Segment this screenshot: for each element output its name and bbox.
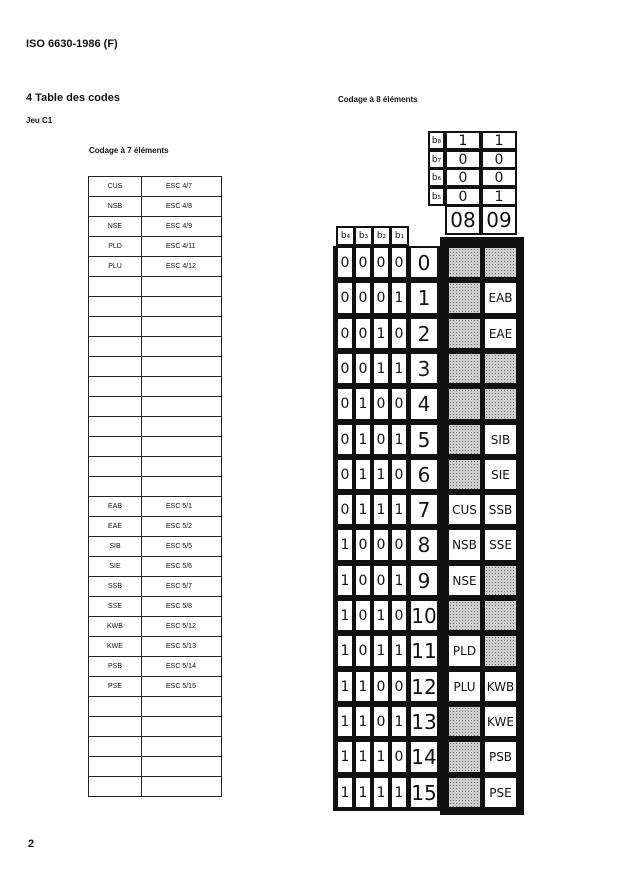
table7-title: Codage à 7 éléments [89, 146, 169, 155]
row-bit-value: 0 [336, 317, 354, 350]
column-header-08: 08 [445, 205, 481, 235]
row-bit-value: 1 [390, 423, 408, 456]
row-bit-value: 0 [354, 352, 372, 385]
control-code-cell: KWE [483, 705, 518, 738]
row-bit-value: 0 [390, 670, 408, 703]
table-row [89, 517, 222, 537]
row-bit-value: 1 [336, 564, 354, 597]
cell-code: ESC 5/7 [142, 577, 222, 597]
row-bit-value: 0 [336, 387, 354, 421]
cell-code: ESC 5/5 [142, 537, 222, 557]
row-bit-value: 0 [354, 634, 372, 668]
unassigned-cell [447, 776, 482, 809]
cell-code: ESC 5/8 [142, 597, 222, 617]
cell-name [89, 697, 142, 717]
cell-name: CUS [89, 177, 142, 197]
table-row-empty [89, 277, 222, 297]
table-row-empty [89, 357, 222, 377]
control-code-cell: NSE [447, 564, 482, 597]
row-bit-value: 1 [372, 493, 390, 526]
cell-name [89, 417, 142, 437]
cell-name: NSB [89, 197, 142, 217]
cell-name: KWB [89, 617, 142, 637]
cell-code: ESC 4/7 [142, 177, 222, 197]
table-row [89, 197, 222, 217]
cell-name: SIB [89, 537, 142, 557]
document-id: ISO 6630-1986 (F) [26, 38, 118, 50]
col-bit-value: 1 [481, 187, 517, 206]
cell-code: ESC 5/13 [142, 637, 222, 657]
row-bit-value: 1 [372, 634, 390, 668]
cell-name: NSE [89, 217, 142, 237]
unassigned-cell [447, 387, 482, 421]
table-row [89, 177, 222, 197]
control-code-cell: PLD [447, 634, 482, 668]
table-row-empty [89, 317, 222, 337]
row-bit-value: 1 [336, 670, 354, 703]
table8-title: Codage à 8 éléments [338, 95, 418, 104]
col-bit-value: 0 [481, 168, 517, 187]
cell-name [89, 357, 142, 377]
code-table-7bit [88, 176, 222, 797]
row-bit-value: 1 [372, 317, 390, 350]
cell-code: ESC 4/12 [142, 257, 222, 277]
row-bit-value: 0 [390, 246, 408, 279]
row-bit-value: 1 [372, 352, 390, 385]
row-bit-value: 0 [336, 246, 354, 279]
row-bit-value: 0 [390, 317, 408, 350]
cell-name [89, 777, 142, 797]
cell-code: ESC 4/9 [142, 217, 222, 237]
row-number: 7 [409, 493, 439, 526]
column-header-09: 09 [481, 205, 517, 235]
row-bit-value: 1 [354, 740, 372, 774]
row-bit-value: 0 [390, 599, 408, 632]
control-code-cell: SSB [483, 493, 518, 526]
row-bit-value: 0 [336, 423, 354, 456]
col-bit-value: 1 [445, 131, 481, 150]
row-number: 5 [409, 423, 439, 456]
table-row [89, 617, 222, 637]
row-number: 14 [409, 740, 439, 774]
row-bit-value: 0 [354, 246, 372, 279]
row-bit-value: 0 [372, 528, 390, 562]
unassigned-cell [447, 423, 482, 456]
row-bit-value: 1 [390, 776, 408, 809]
cell-code [142, 717, 222, 737]
control-code-cell: PSE [483, 776, 518, 809]
page-number: 2 [28, 838, 35, 850]
control-code-cell: EAE [483, 317, 518, 350]
cell-code [142, 337, 222, 357]
unassigned-cell [447, 705, 482, 738]
table-row-empty [89, 717, 222, 737]
cell-code: ESC 5/15 [142, 677, 222, 697]
control-code-cell: SIB [483, 423, 518, 456]
row-bit-value: 1 [390, 281, 408, 315]
cell-name: PSB [89, 657, 142, 677]
bit-label-row: b₂ [372, 226, 391, 246]
row-number: 4 [409, 387, 439, 421]
row-number: 10 [409, 599, 439, 632]
cell-code [142, 417, 222, 437]
table-row [89, 257, 222, 277]
cell-name: SSB [89, 577, 142, 597]
row-bit-value: 1 [390, 352, 408, 385]
table-row-empty [89, 377, 222, 397]
row-bit-value: 1 [336, 740, 354, 774]
bit-label-col: b₇ [428, 150, 445, 169]
unassigned-cell [483, 599, 518, 632]
table-row [89, 557, 222, 577]
cell-name [89, 317, 142, 337]
row-number: 1 [409, 281, 439, 315]
cell-code [142, 457, 222, 477]
row-bit-value: 1 [372, 776, 390, 809]
table-row-empty [89, 777, 222, 797]
cell-name: SSE [89, 597, 142, 617]
unassigned-cell [447, 246, 482, 279]
cell-name [89, 437, 142, 457]
cell-name [89, 377, 142, 397]
table-row-empty [89, 737, 222, 757]
row-bit-value: 1 [336, 634, 354, 668]
row-bit-value: 0 [372, 670, 390, 703]
row-number: 3 [409, 352, 439, 385]
cell-code [142, 477, 222, 497]
control-code-cell: PLU [447, 670, 482, 703]
table-row [89, 497, 222, 517]
row-bit-value: 1 [354, 670, 372, 703]
row-bit-value: 1 [372, 740, 390, 774]
cell-code [142, 697, 222, 717]
cell-name: PLD [89, 237, 142, 257]
cell-name [89, 757, 142, 777]
row-bit-value: 1 [354, 776, 372, 809]
bit-label-row: b₄ [336, 226, 355, 246]
cell-code [142, 317, 222, 337]
bit-label-col: b₅ [428, 187, 445, 206]
bit-label-row: b₃ [354, 226, 373, 246]
table-row-empty [89, 457, 222, 477]
table-row [89, 597, 222, 617]
unassigned-cell [447, 740, 482, 774]
row-bit-value: 1 [372, 599, 390, 632]
row-bit-value: 1 [336, 776, 354, 809]
control-code-cell: PSB [483, 740, 518, 774]
col-bit-value: 1 [481, 131, 517, 150]
unassigned-cell [447, 281, 482, 315]
bit-label-col: b₆ [428, 168, 445, 187]
table-row-empty [89, 437, 222, 457]
unassigned-cell [483, 634, 518, 668]
col-bit-value: 0 [445, 150, 481, 169]
unassigned-cell [447, 352, 482, 385]
unassigned-cell [483, 564, 518, 597]
unassigned-cell [483, 352, 518, 385]
cell-name [89, 337, 142, 357]
table-row [89, 677, 222, 697]
row-number: 15 [409, 776, 439, 809]
table-row [89, 217, 222, 237]
control-code-cell: SIE [483, 458, 518, 491]
row-bit-value: 0 [354, 528, 372, 562]
row-bit-value: 1 [354, 458, 372, 491]
control-code-cell: SSE [483, 528, 518, 562]
cell-name: KWE [89, 637, 142, 657]
bit-label-row: b₁ [390, 226, 409, 246]
unassigned-cell [447, 599, 482, 632]
cell-name [89, 477, 142, 497]
row-bit-value: 0 [390, 740, 408, 774]
row-bit-value: 1 [354, 423, 372, 456]
row-bit-value: 0 [336, 281, 354, 315]
row-bit-value: 1 [372, 458, 390, 491]
cell-code: ESC 5/6 [142, 557, 222, 577]
row-bit-value: 1 [390, 705, 408, 738]
cell-code: ESC 4/11 [142, 237, 222, 257]
row-bit-value: 0 [354, 564, 372, 597]
cell-name [89, 457, 142, 477]
cell-code [142, 777, 222, 797]
row-bit-value: 1 [354, 705, 372, 738]
cell-code: ESC 5/2 [142, 517, 222, 537]
table-row-empty [89, 397, 222, 417]
row-number: 13 [409, 705, 439, 738]
cell-name: EAB [89, 497, 142, 517]
col-bit-value: 0 [481, 150, 517, 169]
cell-name [89, 297, 142, 317]
cell-name [89, 717, 142, 737]
col-bit-value: 0 [445, 168, 481, 187]
row-bit-value: 0 [336, 458, 354, 491]
row-bit-value: 0 [390, 528, 408, 562]
cell-name [89, 397, 142, 417]
row-bit-value: 0 [372, 705, 390, 738]
bit-label-col: b₈ [428, 131, 445, 150]
cell-code: ESC 4/8 [142, 197, 222, 217]
table-row-empty [89, 337, 222, 357]
control-code-cell: EAB [483, 281, 518, 315]
table-row-empty [89, 417, 222, 437]
table-row-empty [89, 697, 222, 717]
row-bit-value: 0 [372, 281, 390, 315]
row-number: 11 [409, 634, 439, 668]
cell-code [142, 297, 222, 317]
unassigned-cell [483, 387, 518, 421]
cell-code [142, 757, 222, 777]
row-bit-value: 1 [390, 493, 408, 526]
cell-code [142, 277, 222, 297]
table-row-empty [89, 477, 222, 497]
row-number: 9 [409, 564, 439, 597]
cell-code [142, 737, 222, 757]
cell-code [142, 397, 222, 417]
row-number: 8 [409, 528, 439, 562]
row-number: 6 [409, 458, 439, 491]
cell-name: SIE [89, 557, 142, 577]
row-bit-value: 0 [372, 246, 390, 279]
table-row [89, 577, 222, 597]
row-bit-value: 1 [336, 528, 354, 562]
row-bit-value: 0 [354, 599, 372, 632]
unassigned-cell [483, 246, 518, 279]
cell-name: PLU [89, 257, 142, 277]
table-row-empty [89, 757, 222, 777]
row-bit-value: 0 [390, 458, 408, 491]
cell-name: PSE [89, 677, 142, 697]
section-title: 4 Table des codes [26, 92, 120, 104]
row-bit-value: 0 [372, 423, 390, 456]
control-code-cell: KWB [483, 670, 518, 703]
row-bit-value: 0 [336, 493, 354, 526]
unassigned-cell [447, 317, 482, 350]
row-bit-value: 1 [354, 493, 372, 526]
cell-code [142, 377, 222, 397]
table-row-empty [89, 297, 222, 317]
cell-name [89, 277, 142, 297]
table-row [89, 637, 222, 657]
row-bit-value: 1 [336, 599, 354, 632]
row-bit-value: 0 [390, 387, 408, 421]
row-bit-value: 1 [390, 634, 408, 668]
cell-code [142, 357, 222, 377]
cell-code: ESC 5/14 [142, 657, 222, 677]
row-bit-value: 0 [354, 317, 372, 350]
control-code-cell: NSB [447, 528, 482, 562]
row-number: 0 [409, 246, 439, 279]
set-label: Jeu C1 [26, 116, 53, 125]
row-bit-value: 0 [336, 352, 354, 385]
cell-code [142, 437, 222, 457]
row-bit-value: 1 [390, 564, 408, 597]
row-bit-value: 0 [354, 281, 372, 315]
cell-name: EAE [89, 517, 142, 537]
row-number: 2 [409, 317, 439, 350]
row-bit-value: 0 [372, 387, 390, 421]
cell-name [89, 737, 142, 757]
unassigned-cell [447, 458, 482, 491]
row-bit-value: 1 [336, 705, 354, 738]
cell-code: ESC 5/1 [142, 497, 222, 517]
table-row [89, 537, 222, 557]
row-bit-value: 1 [354, 387, 372, 421]
row-bit-value: 0 [372, 564, 390, 597]
table-row [89, 237, 222, 257]
col-bit-value: 0 [445, 187, 481, 206]
row-number: 12 [409, 670, 439, 703]
control-code-cell: CUS [447, 493, 482, 526]
cell-code: ESC 5/12 [142, 617, 222, 637]
table-row [89, 657, 222, 677]
